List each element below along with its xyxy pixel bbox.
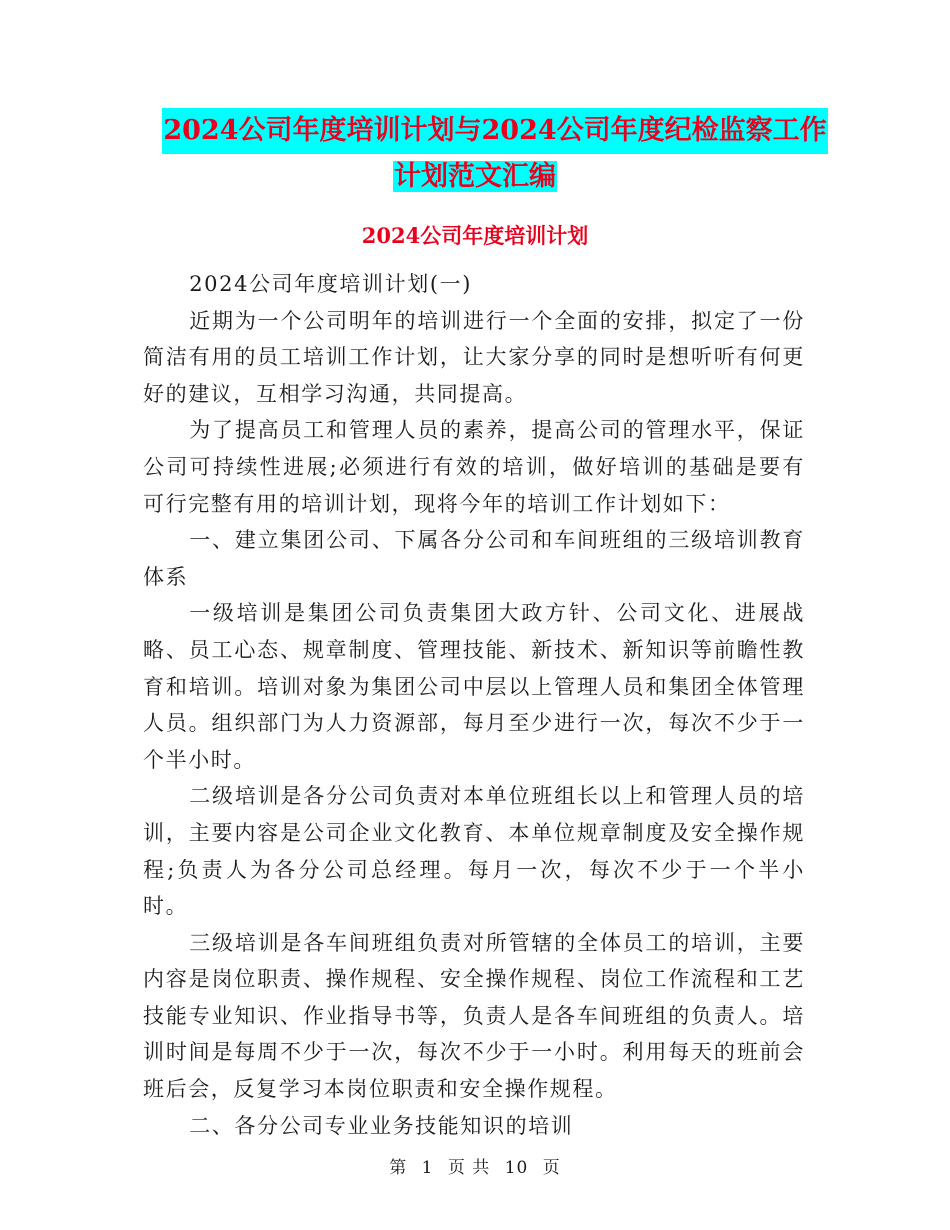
paragraph-heading: 一、建立集团公司、下属各分公司和车间班组的三级培训教育体系 bbox=[143, 528, 805, 589]
document-title-line-1: 2024公司年度培训计划与2024公司年度纪检监察工作 bbox=[162, 108, 827, 154]
footer-middle: 页 共 bbox=[447, 1158, 491, 1178]
paragraph: 三级培训是各车间班组负责对所管辖的全体员工的培训，主要内容是岗位职责、操作规程、安全操作规程、岗位工作流程和工艺技能专业知识、作业指导书等，负责人是各车间班组的负责人。培训时间是每周不少于一次，每次不少于一小时。利用每天的班前会班后会，反复学习本岗位职责和安全操作规程。 bbox=[143, 930, 805, 1102]
page-footer bbox=[0, 1153, 950, 1178]
paragraph: 为了提高员工和管理人员的素养，提高公司的管理水平，保证公司可持续性进展;必须进行有效的培训，做好培训的基础是要有可行完整有用的培训计划，现将今年的培训工作计划如下： bbox=[143, 418, 805, 516]
footer-total-pages: 10 bbox=[504, 1158, 529, 1178]
document-title-line-2: 计划范文汇编 bbox=[394, 161, 556, 192]
footer-prefix: 第 bbox=[389, 1158, 408, 1178]
paragraph: 近期为一个公司明年的培训进行一个全面的安排，拟定了一份简洁有用的员工培训工作计划，让大家分享的同时是想听听有何更好的建议，互相学习沟通，共同提高。 bbox=[143, 308, 805, 406]
document-title bbox=[0, 108, 950, 200]
paragraph: 二级培训是各分公司负责对本单位班组长以上和管理人员的培训，主要内容是公司企业文化教育、本单位规章制度及安全操作规程;负责人为各分公司总经理。每月一次，每次不少于一个半小时。 bbox=[143, 784, 805, 919]
paragraph-heading: 二、各分公司专业业务技能知识的培训 bbox=[189, 1113, 574, 1138]
section-heading: 2024公司年度培训计划 bbox=[361, 223, 589, 248]
paragraph: 一级培训是集团公司负责集团大政方针、公司文化、进展战略、员工心态、规章制度、管理技能、新技术、新知识等前瞻性教育和培训。培训对象为集团公司中层以上管理人员和集团全体管理人员。组织部门为人力资源部，每月至少进行一次，每次不少于一个半小时。 bbox=[143, 601, 805, 772]
footer-current-page: 1 bbox=[421, 1158, 434, 1178]
paragraph-subtitle: 2024公司年度培训计划(一) bbox=[189, 272, 473, 296]
footer-suffix: 页 bbox=[542, 1158, 561, 1178]
document-body bbox=[143, 266, 805, 1144]
